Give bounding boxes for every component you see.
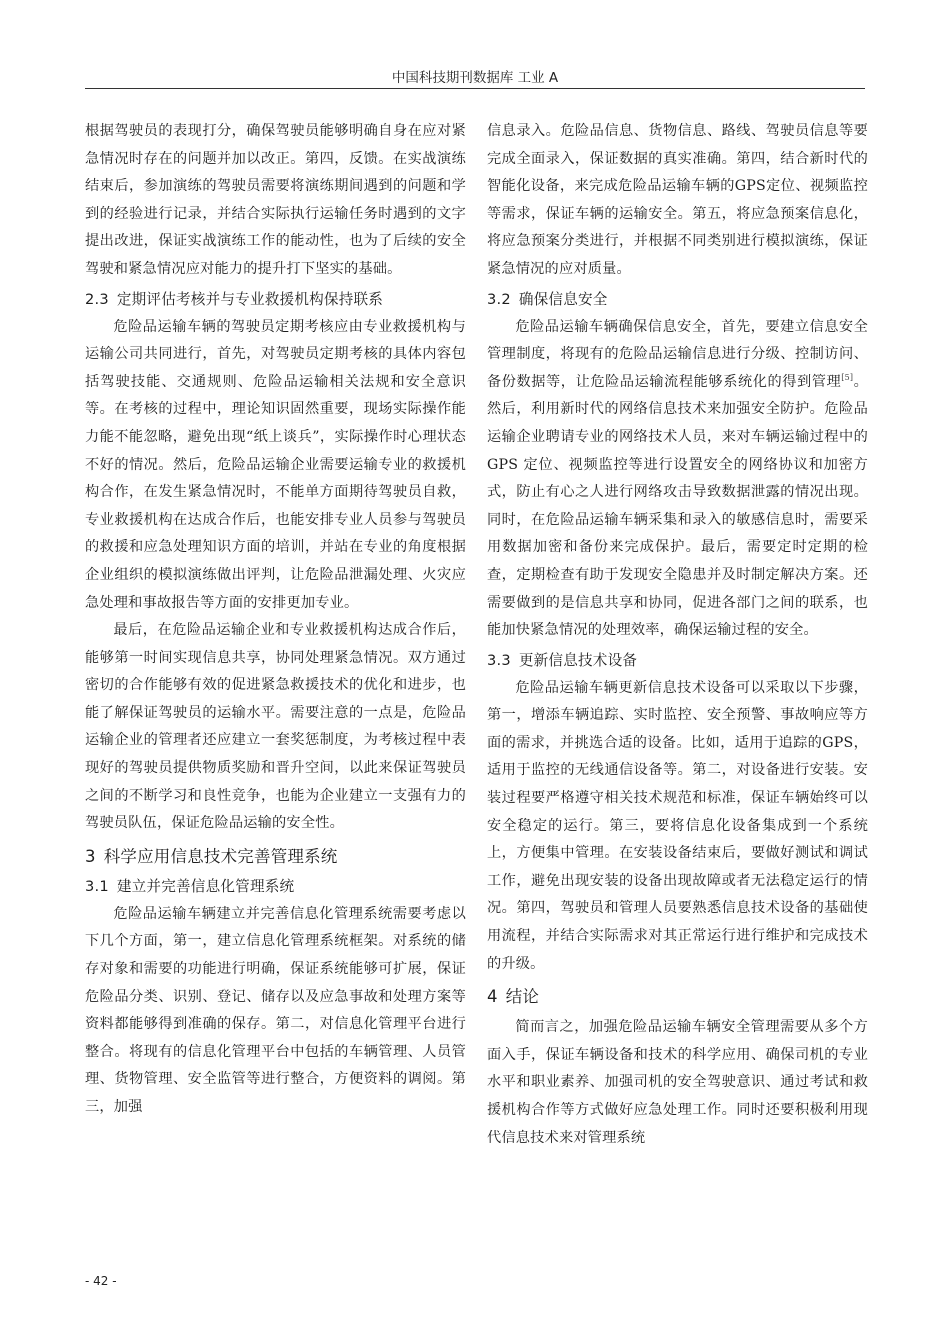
- section-number: 3.1: [85, 877, 109, 895]
- header-divider: [85, 88, 865, 89]
- right-column: [487, 118, 868, 1152]
- section-heading-3-3: [487, 648, 868, 673]
- section-title: 确保信息安全: [518, 290, 608, 308]
- paragraph-text: 危险品运输车辆确保信息安全，首先，要建立信息安全管理制度，将现有的危险品运输信息进行分级、控制访问、备份数据等，让危险品运输流程能够系统化的得到管理: [487, 318, 868, 390]
- section-heading-3-2: [487, 287, 868, 312]
- section-title: 更新信息技术设备: [518, 651, 638, 669]
- section-number: 3.3: [487, 651, 511, 669]
- section-number: 3: [85, 846, 96, 866]
- section-title: 结论: [505, 987, 540, 1007]
- paragraph: 危险品运输车辆更新信息技术设备可以采取以下步骤，第一，增添车辆追踪、实时监控、安全预警、事故响应等方面的需求，并挑选合适的设备。比如，适用于追踪的GPS，适用于监控的无线通信设备等。第二，对设备进行安装。安装过程要严格遵守相关技术规范和标准，保证车辆始终可以安全稳定的运行。第三，要将信息化设备集成到一个系统上，方便集中管理。在安装设备结束后，要做好测试和调试工作，避免出现安装的设备出现故障或者无法稳定运行的情况。第四，驾驶员和管理人员要熟悉信息技术设备的基础使用流程，并结合实际需求对其正常运行进行维护和完成技术的升级。: [487, 679, 868, 972]
- section-heading-3-1: [85, 874, 466, 899]
- page-number: - 42 -: [85, 1274, 117, 1288]
- left-column: [85, 118, 466, 1122]
- section-number: 2.3: [85, 290, 109, 308]
- paragraph: 简而言之，加强危险品运输车辆安全管理需要从多个方面入手，保证车辆设备和技术的科学应用、确保司机的专业水平和职业素养、加强司机的安全驾驶意识、通过考试和救援机构合作等方式做好应急处理工作。同时还要积极利用现代信息技术来对管理系统: [487, 1019, 868, 1146]
- paragraph: 最后，在危险品运输企业和专业救援机构达成合作后，能够第一时间实现信息共享，协同处理紧急情况。双方通过密切的合作能够有效的促进紧急救援技术的优化和进步，也能了解保证驾驶员的运输水平。需要注意的一点是，危险品运输企业的管理者还应建立一套奖惩制度，为考核过程中表现好的驾驶员提供物质奖励和晋升空间，以此来保证驾驶员之间的不断学习和良性竞争，也能为企业建立一支强有力的驾驶员队伍，保证危险品运输的安全性。: [85, 622, 466, 832]
- paragraph: 危险品运输车辆建立并完善信息化管理系统需要考虑以下几个方面，第一，建立信息化管理系统框架。对系统的储存对象和需要的功能进行明确，保证系统能够可扩展，保证危险品分类、识别、登记、储存以及应急事故和处理方案等资料都能够得到准确的保存。第二，对信息化管理平台进行整合。将现有的信息化管理平台中包括的车辆管理、人员管理、货物管理、安全监管等进行整合，方便资料的调阅。第三，加强: [85, 905, 466, 1115]
- paragraph-text: 。然后，利用新时代的网络信息技术来加强安全防护。危险品运输企业聘请专业的网络技术人员，来对车辆运输过程中的 GPS 定位、视频监控等进行设置安全的网络协议和加密方式，防止有心之人进行网络攻击导致数据泄露的情况出现。同时，在危险品运输车辆采集和录入的敏感信息时，需要采用数据加密和备份来完成保护。最后，需要定时定期的检查，定期检查有助于发现安全隐患并及时制定解决方案。还需要做到的是信息共享和协同，促进各部门之间的联系，也能加快紧急情况的处理效率，确保运输过程的安全。: [487, 373, 868, 639]
- running-header: 中国科技期刊数据库 工业 A: [391, 70, 559, 86]
- paragraph: 危险品运输车辆的驾驶员定期考核应由专业救援机构与运输公司共同进行，首先，对驾驶员定期考核的具体内容包括驾驶技能、交通规则、危险品运输相关法规和安全意识等。在考核的过程中，理论知识固然重要，现场实际操作能力能不能忽略，避免出现“纸上谈兵”，实际操作时心理状态不好的情况。然后，危险品运输企业需要运输专业的救援机构合作，在发生紧急情况时，不能单方面期待驾驶员自救，专业救援机构在达成合作后，也能安排专业人员参与驾驶员的救援和应急处理知识方面的培训，并站在专业的角度根据企业组织的模拟演练做出评判，让危险品泄漏处理、火灾应急处理和事故报告等方面的安排更加专业。: [85, 318, 466, 611]
- section-title: 定期评估考核并与专业救援机构保持联系: [116, 290, 384, 308]
- paragraph: 信息录入。危险品信息、货物信息、路线、驾驶员信息等要完成全面录入，保证数据的真实准确。第四，结合新时代的智能化设备，来完成危险品运输车辆的GPS定位、视频监控等需求，保证车辆的运输安全。第五，将应急预案信息化，将应急预案分类进行，并根据不同类别进行模拟演练，保证紧急情况的应对质量。: [487, 123, 868, 277]
- section-title: 建立并完善信息化管理系统: [116, 877, 295, 895]
- section-number: 3.2: [487, 290, 511, 308]
- paragraph: 根据驾驶员的表现打分，确保驾驶员能够明确自身在应对紧急情况时存在的问题并加以改正。第四，反馈。在实战演练结束后，参加演练的驾驶员需要将演练期间遇到的问题和学到的经验进行记录，并结合实际执行运输任务时遇到的文字提出改进，保证实战演练工作的能动性，也为了后续的安全驾驶和紧急情况应对能力的提升打下坚实的基础。: [85, 123, 466, 277]
- section-title: 科学应用信息技术完善管理系统: [103, 846, 338, 866]
- paragraph: [487, 314, 868, 645]
- citation: [5]: [841, 372, 854, 382]
- section-heading-4: [487, 984, 868, 1010]
- section-number: 4: [487, 987, 498, 1007]
- section-heading-2-3: [85, 287, 466, 312]
- section-heading-3: [85, 844, 466, 870]
